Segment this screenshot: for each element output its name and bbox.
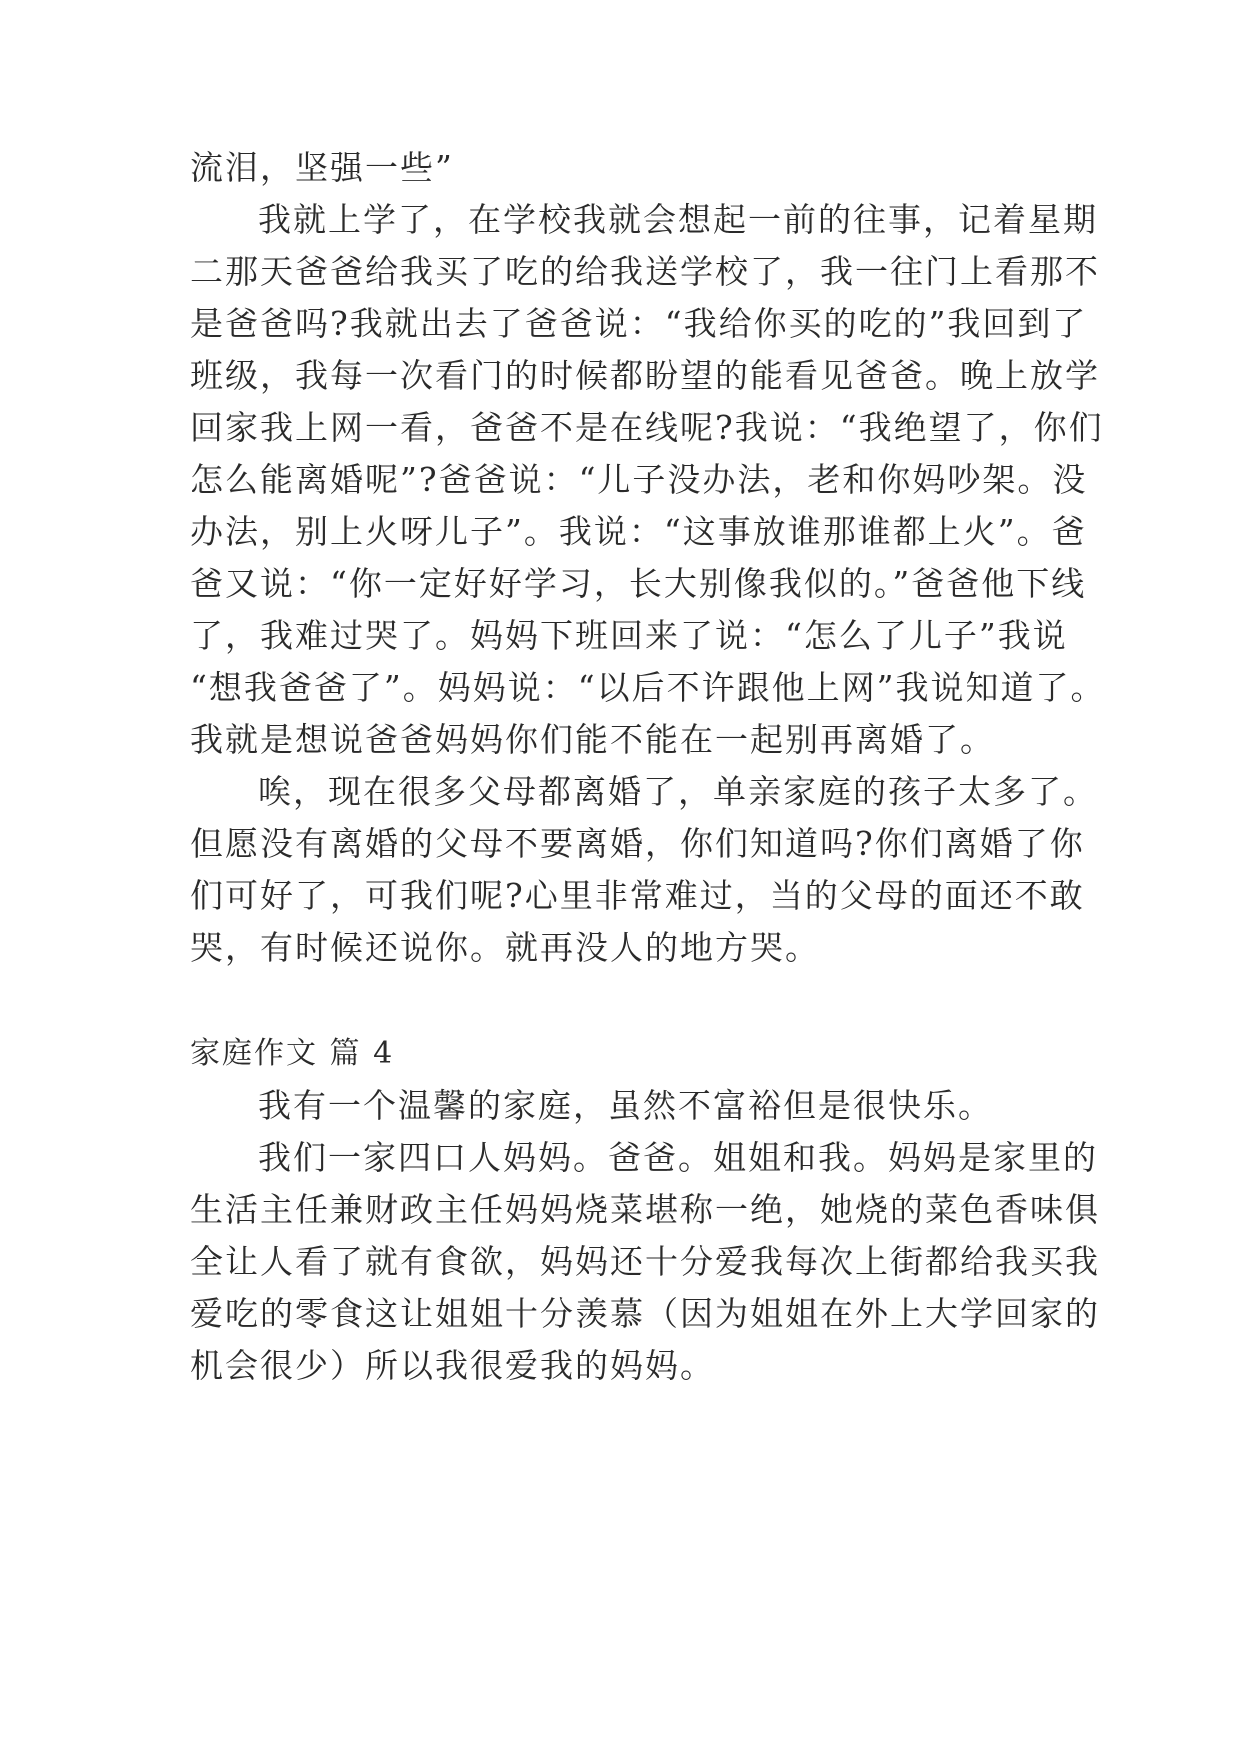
text-line: 了，我难过哭了。妈妈下班回来了说：“怎么了儿子”我说 <box>190 616 1068 655</box>
text-line: 班级，我每一次看门的时候都盼望的能看见爸爸。晚上放学 <box>190 356 1100 395</box>
text-line: 哭，有时候还说你。就再没人的地方哭。 <box>190 928 820 967</box>
section-heading: 家庭作文 篇 4 <box>190 1036 395 1071</box>
text-line: 办法，别上火呀儿子”。我说：“这事放谁那谁都上火”。爸 <box>190 512 1087 551</box>
paragraph-start: 我就上学了，在学校我就会想起一前的往事，记着星期 <box>258 200 1098 239</box>
text-line: 机会很少）所以我很爱我的妈妈。 <box>190 1346 715 1385</box>
text-line: 是爸爸吗?我就出去了爸爸说：“我给你买的吃的”我回到了 <box>190 304 1088 343</box>
text-line: 生活主任兼财政主任妈妈烧菜堪称一绝，她烧的菜色香味俱 <box>190 1190 1100 1229</box>
text-line: 全让人看了就有食欲，妈妈还十分爱我每次上街都给我买我 <box>190 1242 1100 1281</box>
text-line: 我就是想说爸爸妈妈你们能不能在一起别再离婚了。 <box>190 720 995 759</box>
text-line: 们可好了，可我们呢?心里非常难过，当的父母的面还不敢 <box>190 876 1085 915</box>
text-line: 流泪，坚强一些” <box>190 148 454 187</box>
text-line: 二那天爸爸给我买了吃的给我送学校了，我一往门上看那不 <box>190 252 1100 291</box>
text-line: “想我爸爸了”。妈妈说：“以后不许跟他上网”我说知道了。 <box>190 668 1106 707</box>
paragraph-start: 我有一个温馨的家庭，虽然不富裕但是很快乐。 <box>258 1086 993 1125</box>
text-line: 爸又说：“你一定好好学习，长大别像我似的。”爸爸他下线 <box>190 564 1087 603</box>
paragraph-start: 唉，现在很多父母都离婚了，单亲家庭的孩子太多了。 <box>258 772 1098 811</box>
text-line: 爱吃的零食这让姐姐十分羡慕（因为姐姐在外上大学回家的 <box>190 1294 1100 1333</box>
text-line: 但愿没有离婚的父母不要离婚，你们知道吗?你们离婚了你 <box>190 824 1085 863</box>
paragraph-start: 我们一家四口人妈妈。爸爸。姐姐和我。妈妈是家里的 <box>258 1138 1098 1177</box>
text-line: 怎么能离婚呢”?爸爸说：“儿子没办法，老和你妈吵架。没 <box>190 460 1088 499</box>
text-line: 回家我上网一看，爸爸不是在线呢?我说：“我绝望了，你们 <box>190 408 1104 447</box>
